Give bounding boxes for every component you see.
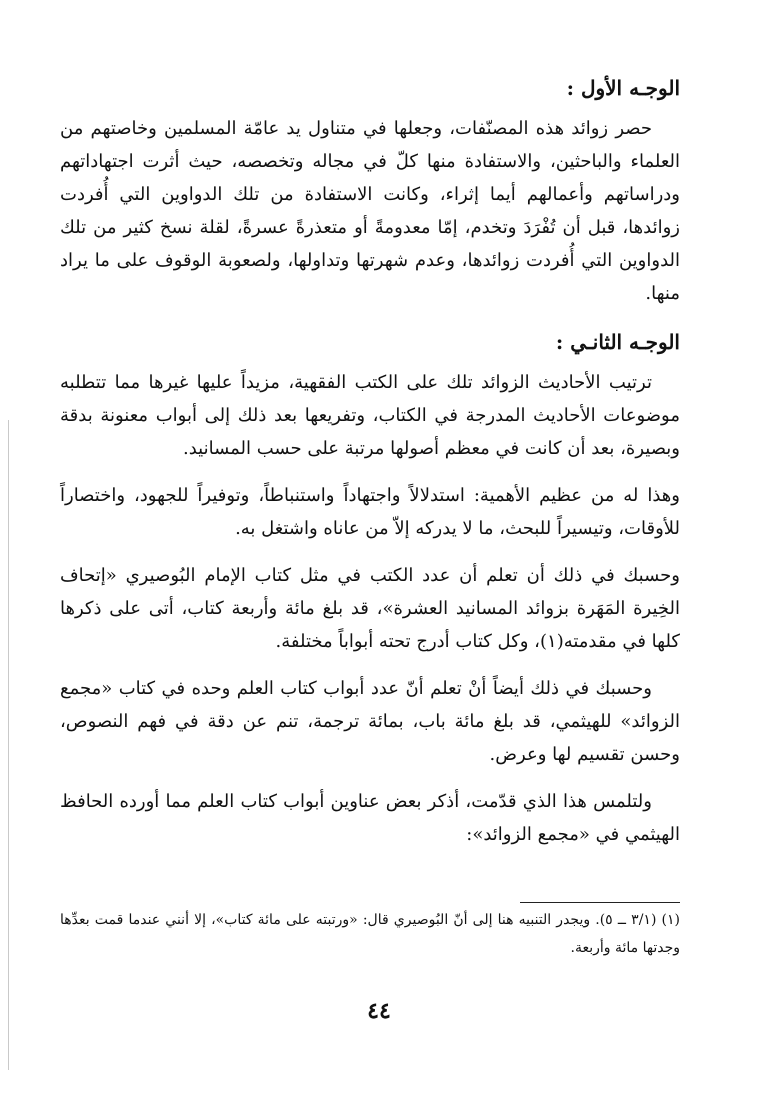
paragraph-arrangement: ترتيب الأحاديث الزوائد تلك على الكتب الفقهية، مزيداً عليها غيرها مما تتطلبه موضوعات الأحاديث المدرجة في الكتاب، وتفريعها بعد ذلك إلى أبواب معنونة بدقة وبصيرة، بعد أن كانت في معظم أصولها مرتبة على حسب المسانيد. xyxy=(60,372,680,459)
paragraph-chapter-titles-intro: ولتلمس هذا الذي قدّمت، أذكر بعض عناوين أبواب كتاب العلم مما أورده الحافظ الهيثمي في «مجمع الزوائد»: xyxy=(60,791,680,845)
page-number: ٤٤ xyxy=(367,998,391,1024)
paragraph-books-count: وحسبك في ذلك أن تعلم أن عدد الكتب في مثل كتاب الإمام البُوصيري «إتحاف الخِيرة المَهَرة بزوائد المسانيد العشرة»، قد بلغ مائة وأربعة كتاب، أتى على ذكرها كلها في مقدمته(١)، وكل كتاب أدرج تحته أبواباً مختلفة. xyxy=(60,565,680,652)
paragraph-importance: وهذا له من عظيم الأهمية: استدلالاً واجتهاداً واستنباطاً، وتوفيراً للجهود، واختصاراً للأوقات، وتيسيراً للبحث، ما لا يدركه إلاّ من عاناه واشتغل به. xyxy=(60,485,680,539)
footnote-divider xyxy=(520,902,680,903)
section-heading-first: الوجـه الأول : xyxy=(566,76,680,100)
scan-gutter-line xyxy=(8,420,9,1070)
footnote: (١) (٣/١ ــ ٥). ويجدر التنبيه هنا إلى أنّ البُوصيري قال: «ورتبته على مائة كتاب»، إلا أنني عندما قمت بعدِّها وجدتها مائة وأربعة. xyxy=(60,912,680,956)
paragraph-first-aspect: حصر زوائد هذه المصنّفات، وجعلها في متناول يد عامّة المسلمين وخاصتهم من العلماء والباحثين، والاستفادة منها كلّ في مجاله وتخصصه، حيث أثرت اجتهاداتهم ودراساتهم وأعمالهم أيما إثراء، وكانت الاستفادة من تلك الدواوين التي أُفردت زوائدها، قبل أن تُفْرَدَ وتخدم، إمّا معدومةً أو متعذرةً عسرةً، لقلة نسخ كثير من تلك الدواوين التي أُفردت زوائدها، وعدم شهرتها وتداولها، ولصعوبة الوقوف على ما يراد منها. xyxy=(60,118,681,304)
main-text xyxy=(60,70,680,865)
paragraph-chapters-count: وحسبك في ذلك أيضاً أنْ تعلم أنّ عدد أبواب كتاب العلم وحده في كتاب «مجمع الزوائد» للهيثمي، قد بلغ مائة باب، بمائة ترجمة، تنم عن دقة في فهم النصوص، وحسن تقسيم لها وعرض. xyxy=(60,678,680,765)
section-heading-second: الوجـه الثانـي : xyxy=(555,330,680,354)
